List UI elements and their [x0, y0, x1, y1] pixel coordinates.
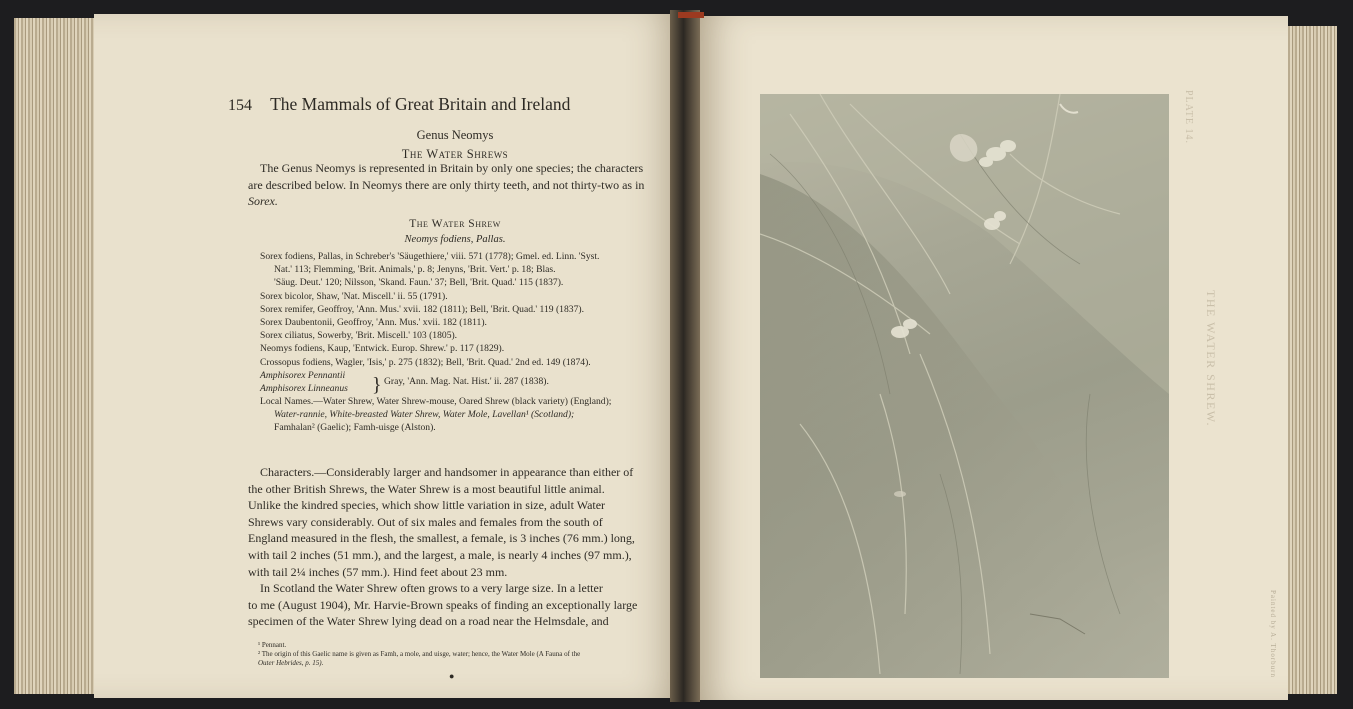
- plate-credit: Painted by A. Thorburn: [1269, 590, 1277, 678]
- synonymy-line: Sorex Daubentonii, Geoffroy, 'Ann. Mus.' xvii. 182 (1811).: [260, 317, 487, 329]
- intro-line: Sorex.: [248, 194, 278, 209]
- family-heading: The Water Shrews: [401, 147, 509, 161]
- footnote: Outer Hebrides, p. 15).: [258, 659, 324, 668]
- plate-label: PLATE 14.: [1183, 90, 1194, 144]
- body-line: England measured in the flesh, the smallest, a female, is 3 inches (76 mm.) long,: [248, 531, 635, 546]
- body-line: with tail 2¼ inches (57 mm.). Hind feet about 23 mm.: [248, 564, 508, 579]
- footnote: ² The origin of this Gaelic name is given as Famh, a mole, and uisge, water; hence, the Water Mole (A Fauna of the: [258, 650, 581, 659]
- running-head: [228, 94, 578, 115]
- water-shrew-painting: [760, 94, 1169, 678]
- right-page-edges: [1283, 26, 1337, 694]
- footnote: ¹ Pennant.: [258, 641, 287, 649]
- body-line: specimen of the Water Shrew lying dead on a road near the Helmsdale, and: [248, 614, 609, 629]
- synonymy-line: Local Names.—Water Shrew, Water Shrew-mouse, Oared Shrew (black variety) (England);: [260, 395, 612, 407]
- synonymy-bracket-group: [260, 369, 611, 395]
- body-line: the other British Shrews, the Water Shrew is a most beautiful little animal.: [248, 481, 605, 496]
- synonymy-line: Amphisorex Pennantii: [260, 369, 346, 381]
- body-line: with tail 2 inches (51 mm.), and the largest, a male, is nearly 4 inches (97 mm.),: [248, 547, 632, 562]
- species-name: Neomys fodiens, Pallas.: [404, 234, 506, 245]
- body-line: Shrews vary considerably. Out of six males and females from the south of: [248, 514, 603, 529]
- plate-title: THE WATER SHREW.: [1204, 290, 1218, 428]
- genus-heading: Genus Neomys: [416, 128, 494, 142]
- intro-paragraph: [248, 160, 644, 210]
- body-line: In Scotland the Water Shrew often grows to a very large size. In a letter: [260, 581, 603, 596]
- body-line: Unlike the kindred species, which show little variation in size, adult Water: [248, 498, 606, 513]
- synonymy-line: Crossopus fodiens, Wagler, 'Isis,' p. 275 (1832); Bell, 'Brit. Quad.' 2nd ed. 149 (1874).: [260, 356, 591, 368]
- species-heading: The Water Shrew: [409, 218, 501, 230]
- synonymy-line: Water-rannie, White-breasted Water Shrew, Water Mole, Lavellan¹ (Scotland);: [274, 409, 575, 421]
- synonymy-line: Neomys fodiens, Kaup, 'Entwick. Europ. Shrew.' p. 117 (1829).: [260, 343, 505, 355]
- synonymy-line: Gray, 'Ann. Mag. Nat. Hist.' ii. 287 (1838).: [384, 375, 549, 387]
- intro-line: are described below. In Neomys there are only thirty teeth, and not thirty-two as in: [248, 177, 645, 192]
- synonymy-line: Sorex remifer, Geoffroy, 'Ann. Mus.' xvii. 182 (1811); Bell, 'Brit. Quad.' 119 (1837).: [260, 303, 584, 315]
- running-head-title: The Mammals of Great Britain and Ireland: [270, 94, 571, 114]
- characters-paragraph: [248, 464, 637, 630]
- synonymy-line: Sorex ciliatus, Sowerby, 'Brit. Miscell.' 103 (1805).: [260, 330, 458, 342]
- synonymy-line: 'Säug. Deut.' 120; Nilsson, 'Skand. Faun.' 37; Bell, 'Brit. Quad.' 115 (1837).: [274, 277, 564, 289]
- synonymy-bracket: }: [372, 373, 382, 396]
- body-line: to me (August 1904), Mr. Harvie-Brown speaks of finding an exceptionally large: [248, 597, 638, 612]
- synonymy-line: Sorex fodiens, Pallas, in Schreber's 'Säugethiere,' viii. 571 (1778); Gmel. ed. Linn. 'Syst.: [260, 251, 600, 262]
- footnotes: [258, 641, 580, 669]
- synonymy-block: [260, 250, 611, 434]
- signature-mark: ●: [449, 671, 455, 681]
- synonymy-line: Sorex bicolor, Shaw, 'Nat. Miscell.' ii. 55 (1791).: [260, 290, 448, 302]
- left-page-edges: [14, 18, 96, 694]
- intro-line: The Genus Neomys is represented in Britain by only one species; the characters: [260, 161, 644, 175]
- synonymy-line: Famhalan² (Gaelic); Famh-uisge (Alston).: [274, 422, 436, 434]
- plate-illustration: [760, 94, 1169, 678]
- body-line: Characters.—Considerably larger and handsomer in appearance than either of: [260, 465, 634, 479]
- book-gutter: [670, 10, 700, 702]
- synonymy-line: Amphisorex Linneanus: [260, 382, 348, 394]
- page-number: 154: [228, 97, 252, 114]
- synonymy-line: Nat.' 113; Flemming, 'Brit. Animals,' p. 8; Jenyns, 'Brit. Vert.' p. 18; Blas.: [274, 264, 556, 276]
- bookmark-ribbon: [678, 12, 704, 18]
